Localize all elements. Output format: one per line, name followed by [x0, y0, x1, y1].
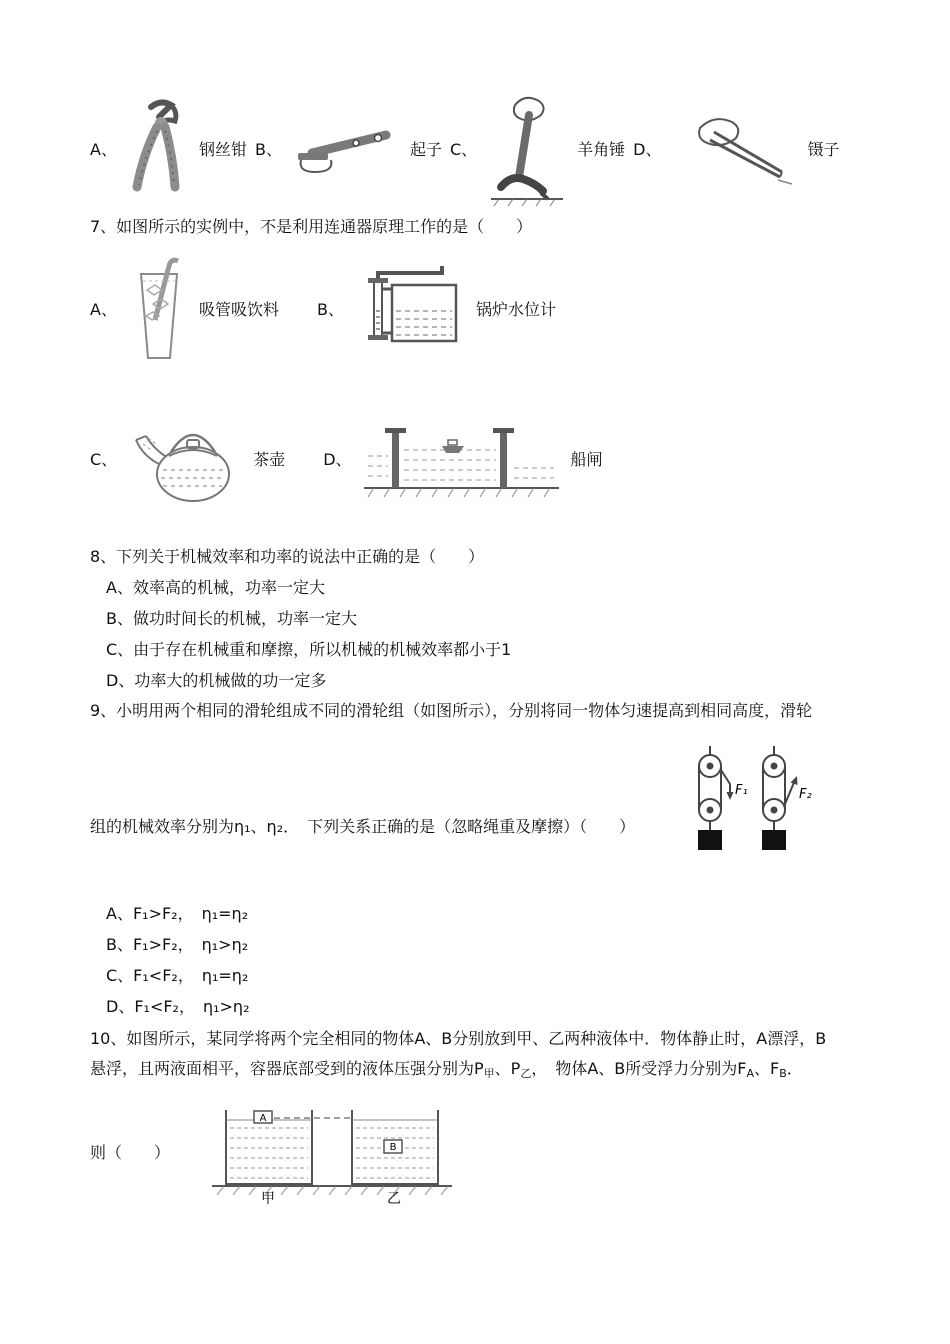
q6-caption-pliers: 钢丝钳 — [198, 140, 247, 159]
q6-caption-opener: 起子 — [409, 140, 442, 159]
question-7 — [90, 212, 864, 508]
tweezers-figure — [670, 110, 800, 190]
q10-sub-yi: 乙 — [520, 1067, 532, 1080]
claw-hammer-icon — [485, 91, 569, 209]
pulley-force-2-label: F₂ — [799, 787, 812, 802]
q10-sub-b: B — [779, 1067, 787, 1080]
boiler-gauge-figure — [356, 265, 464, 355]
question-8 — [90, 542, 864, 696]
pulley-systems-figure — [680, 740, 822, 892]
q9-option-b: B、F₁>F₂， η₁>η₂ — [106, 935, 249, 954]
beakers-figure — [212, 1100, 452, 1206]
q10-sub-jia: 甲 — [483, 1067, 495, 1080]
q7-option-b-label: B、 — [316, 300, 344, 319]
q7-caption-teapot: 茶壶 — [253, 450, 286, 469]
q6-options-row — [90, 88, 864, 212]
claw-hammer-figure — [485, 91, 569, 209]
q6-caption-tweezers: 镊子 — [807, 140, 840, 159]
q6-option-d-label: D、 — [633, 140, 662, 159]
q10-l2-text: ． — [786, 1059, 803, 1078]
q9-stem-line2: 组的机械效率分别为η₁、η₂． 下列关系正确的是（忽略绳重及摩擦）（ ） — [90, 817, 636, 836]
q9-options — [90, 898, 864, 1022]
ship-lock-icon — [364, 416, 559, 504]
q8-options — [90, 572, 864, 696]
q10-figure-row — [90, 1100, 864, 1206]
boiler-gauge-icon — [356, 265, 464, 355]
q8-option-b: B、做功时间长的机械，功率一定大 — [106, 609, 357, 628]
q8-option-a: A、效率高的机械，功率一定大 — [106, 578, 325, 597]
container-jia-label: 甲 — [261, 1191, 276, 1206]
q7-caption-boiler: 锅炉水位计 — [475, 300, 556, 319]
teapot-figure — [129, 412, 241, 508]
pliers-figure — [125, 97, 191, 203]
q10-then-text: 则（ ） — [90, 1143, 171, 1162]
object-b-label: B — [389, 1142, 397, 1153]
q8-option-d: D、功率大的机械做的功一定多 — [106, 671, 327, 690]
pliers-icon — [125, 97, 191, 203]
q7-option-d-label: D、 — [323, 450, 352, 469]
straw-glass-figure — [129, 254, 187, 366]
beakers-icon — [212, 1100, 452, 1206]
q10-sub-a: A — [746, 1067, 754, 1080]
question-10 — [90, 1024, 864, 1206]
q8-option-c: C、由于存在机械重和摩擦，所以机械的机械效率都小于1 — [106, 640, 512, 659]
q10-l2-text: 、F — [753, 1059, 780, 1078]
q9-option-d: D、F₁<F₂， η₁>η₂ — [106, 997, 250, 1016]
q9-option-c: C、F₁<F₂， η₁=η₂ — [106, 966, 249, 985]
q9-stem-line1: 9、小明用两个相同的滑轮组成不同的滑轮组（如图所示），分别将同一物体匀速提高到相同高度，滑轮 — [90, 701, 813, 720]
pulley-force-1-label: F₁ — [735, 783, 748, 798]
pulley-systems-icon — [680, 740, 822, 892]
q7-caption-straw: 吸管吸饮料 — [198, 300, 279, 319]
q7-caption-shiplock: 船闸 — [570, 450, 603, 469]
q10-l2-text: ， 物体A、B所受浮力分别为F — [531, 1059, 747, 1078]
q10-stem-line1: 10、如图所示，某同学将两个完全相同的物体A、B分别放到甲、乙两种液体中．物体静止时，A漂浮，B — [90, 1029, 827, 1048]
q7-option-a-label: A、 — [90, 300, 117, 319]
q10-l2-text: 悬浮，且两液面相平，容器底部受到的液体压强分别为P — [90, 1059, 484, 1078]
q6-option-b-label: B、 — [254, 140, 282, 159]
container-yi-label: 乙 — [387, 1191, 402, 1206]
teapot-icon — [129, 412, 241, 508]
ship-lock-figure — [364, 416, 559, 504]
bottle-opener-figure — [290, 119, 402, 181]
q6-option-c-label: C、 — [449, 140, 478, 159]
q9-option-a: A、F₁>F₂， η₁=η₂ — [106, 904, 249, 923]
question-9 — [90, 696, 864, 1022]
straw-glass-icon — [129, 254, 187, 366]
q10-l2-text: 、P — [494, 1059, 521, 1078]
q7-options-row-ab — [90, 254, 864, 366]
q7-options-row-cd — [90, 412, 864, 508]
q8-stem: 8、下列关于机械效率和功率的说法中正确的是（ ） — [90, 547, 485, 566]
q7-stem: 7、如图所示的实例中，不是利用连通器原理工作的是（ ） — [90, 217, 533, 236]
bottle-opener-icon — [290, 119, 402, 181]
object-a-label: A — [259, 1113, 267, 1124]
q10-stem-line2 — [90, 1054, 864, 1086]
tweezers-icon — [670, 110, 800, 190]
q6-caption-hammer: 羊角锤 — [577, 140, 626, 159]
q7-option-c-label: C、 — [90, 450, 118, 469]
q6-option-a-label: A、 — [90, 140, 117, 159]
